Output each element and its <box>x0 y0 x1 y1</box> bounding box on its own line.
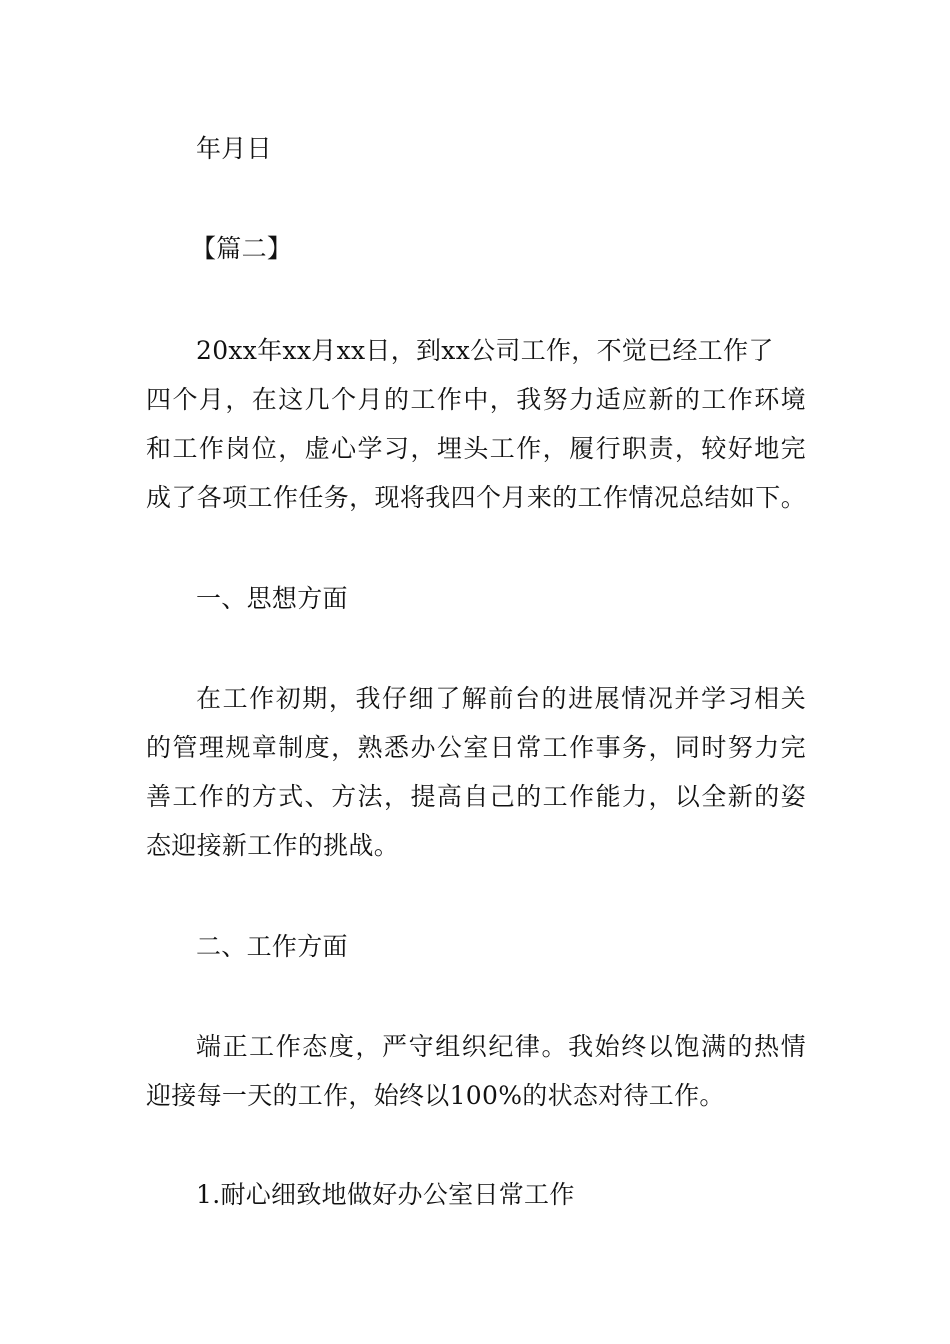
subheading-office-work: 1.耐心细致地做好办公室日常工作 <box>196 1180 575 1209</box>
section-label: 【篇二】 <box>191 234 293 263</box>
thought-paragraph-line-2: 的管理规章制度，熟悉办公室日常工作事务，同时努力完 <box>146 733 806 762</box>
intro-paragraph-line-3: 和工作岗位，虚心学习，埋头工作，履行职责，较好地完 <box>146 434 806 463</box>
intro-paragraph-line-1: 20xx年xx月xx日，到xx公司工作，不觉已经工作了 <box>196 336 774 365</box>
intro-paragraph-line-2: 四个月，在这几个月的工作中，我努力适应新的工作环境 <box>146 385 806 414</box>
thought-paragraph-line-3: 善工作的方式、方法，提高自己的工作能力，以全新的姿 <box>146 782 806 811</box>
work-paragraph-line-1: 端正工作态度，严守组织纪律。我始终以饱满的热情 <box>196 1032 806 1061</box>
thought-paragraph-line-1: 在工作初期，我仔细了解前台的进展情况并学习相关 <box>196 684 806 713</box>
work-paragraph-line-2: 迎接每一天的工作，始终以100%的状态对待工作。 <box>146 1081 725 1110</box>
intro-paragraph-line-4: 成了各项工作任务，现将我四个月来的工作情况总结如下。 <box>146 483 806 512</box>
thought-paragraph-line-4: 态迎接新工作的挑战。 <box>146 831 400 860</box>
date-line: 年月日 <box>196 134 272 163</box>
section-heading-work: 二、工作方面 <box>196 932 348 961</box>
section-heading-thought: 一、思想方面 <box>196 584 348 613</box>
